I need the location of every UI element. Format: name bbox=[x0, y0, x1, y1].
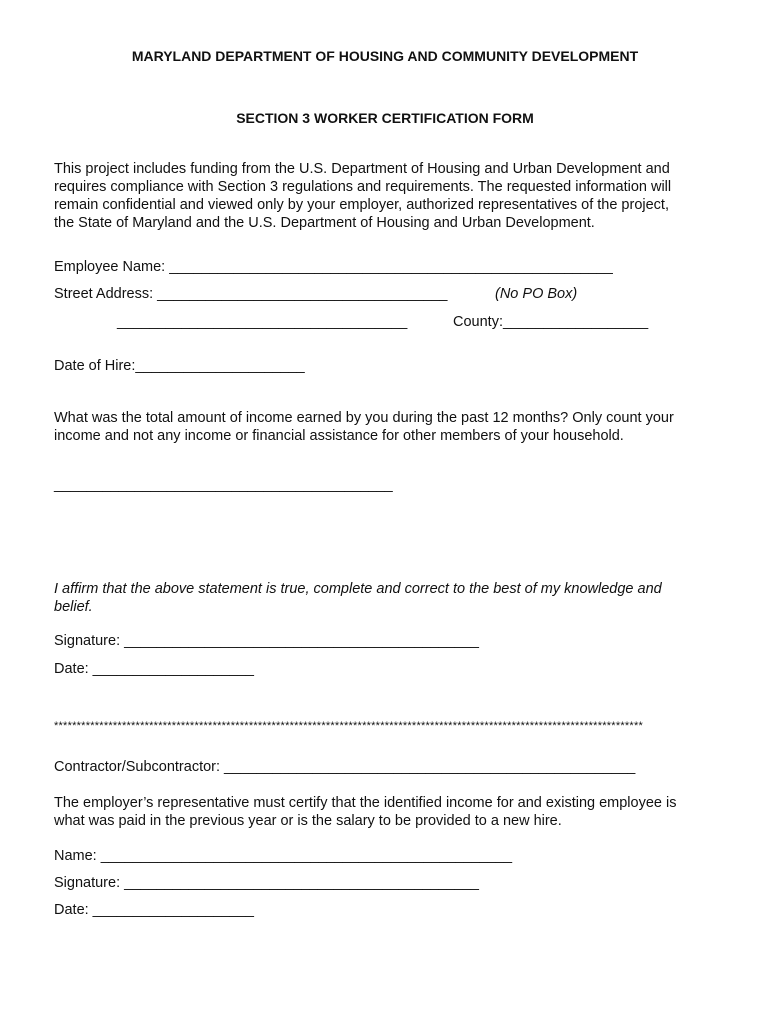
address-line-2-field[interactable]: ____________________________________ bbox=[117, 314, 408, 330]
employee-signature-field[interactable]: Signature: ____________________________________________ bbox=[54, 633, 479, 649]
income-question-line: income and not any income or financial assistance for other members of your household. bbox=[54, 428, 624, 444]
employee-name-field[interactable]: Employee Name: _______________________________________________________ bbox=[54, 259, 613, 275]
employer-statement-line: The employer’s representative must certify that the identified income for and existing employee is bbox=[54, 795, 677, 811]
employer-statement-line: what was paid in the previous year or is the salary to be provided to a new hire. bbox=[54, 813, 562, 829]
contractor-field[interactable]: Contractor/Subcontractor: ___________________________________________________ bbox=[54, 759, 636, 775]
street-address-field[interactable]: Street Address: ____________________________________ bbox=[54, 286, 448, 302]
no-po-box-note: (No PO Box) bbox=[495, 286, 578, 302]
income-question bbox=[54, 409, 724, 445]
affirmation-line: belief. bbox=[54, 599, 93, 615]
intro-line: the State of Maryland and the U.S. Department of Housing and Urban Development. bbox=[54, 215, 595, 231]
county-field[interactable]: County:__________________ bbox=[453, 314, 649, 330]
intro-line: requires compliance with Section 3 regulations and requirements. The requested information will bbox=[54, 179, 672, 195]
date-of-hire-field[interactable]: Date of Hire:_____________________ bbox=[54, 358, 305, 374]
employer-date-field[interactable]: Date: ____________________ bbox=[54, 902, 254, 918]
employer-statement bbox=[54, 794, 724, 830]
affirmation-statement bbox=[54, 580, 724, 616]
employer-signature-field[interactable]: Signature: ____________________________________________ bbox=[54, 875, 479, 891]
intro-paragraph bbox=[54, 160, 724, 232]
income-answer-field[interactable]: __________________________________________ bbox=[54, 477, 393, 493]
section-divider: ********************************************************************************************************************************** bbox=[54, 720, 643, 732]
affirmation-line: I affirm that the above statement is true, complete and correct to the best of my knowledge and bbox=[54, 581, 662, 597]
intro-line: remain confidential and viewed only by your employer, authorized representatives of the project, bbox=[54, 197, 669, 213]
intro-line: This project includes funding from the U.S. Department of Housing and Urban Development and bbox=[54, 161, 670, 177]
employer-name-field[interactable]: Name: ___________________________________________________ bbox=[54, 848, 513, 864]
department-heading: MARYLAND DEPARTMENT OF HOUSING AND COMMUNITY DEVELOPMENT bbox=[131, 48, 639, 64]
employee-date-field[interactable]: Date: ____________________ bbox=[54, 661, 254, 677]
income-question-line: What was the total amount of income earned by you during the past 12 months? Only count your bbox=[54, 410, 674, 426]
form-title: SECTION 3 WORKER CERTIFICATION FORM bbox=[236, 110, 534, 126]
